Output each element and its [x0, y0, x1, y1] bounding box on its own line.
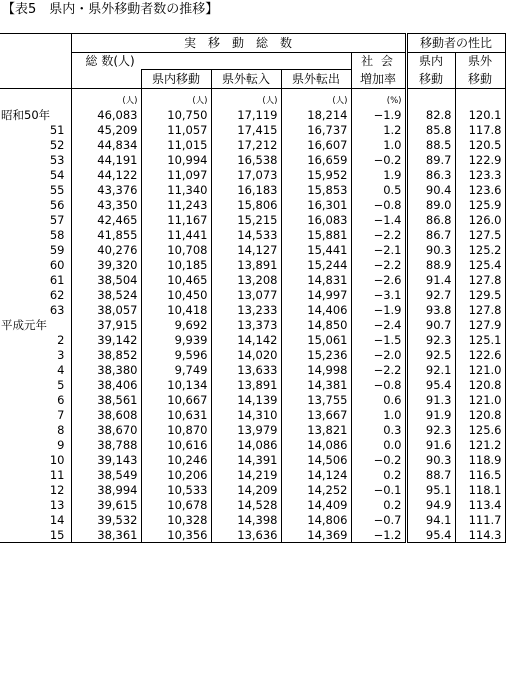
- cell-in-transfer: 14,219: [211, 467, 281, 482]
- cell-out-transfer: 15,236: [281, 347, 351, 362]
- cell-ratio-extra: 121.0: [455, 362, 505, 377]
- cell-ratio-extra: 120.1: [455, 107, 505, 122]
- table-row: [0, 257, 505, 272]
- cell-social-rate: 1.0: [351, 407, 406, 422]
- cell-social-rate: −2.1: [351, 242, 406, 257]
- cell-intra-move: 10,206: [141, 467, 211, 482]
- cell-intra-move: 11,097: [141, 167, 211, 182]
- cell-in-transfer: 13,633: [211, 362, 281, 377]
- row-label: 13: [0, 497, 71, 512]
- cell-out-transfer: 16,083: [281, 212, 351, 227]
- cell-total: 44,191: [71, 152, 141, 167]
- cell-ratio-intra: 90.4: [406, 182, 455, 197]
- cell-social-rate: −1.4: [351, 212, 406, 227]
- table-row: [0, 377, 505, 392]
- table-row: [0, 362, 505, 377]
- cell-total: 38,361: [71, 527, 141, 543]
- table-row: [0, 452, 505, 467]
- cell-ratio-extra: 125.1: [455, 332, 505, 347]
- table-title: 【表5 県内・県外移動者数の推移】: [2, 2, 219, 17]
- cell-out-transfer: 14,124: [281, 467, 351, 482]
- row-label: 60: [0, 257, 71, 272]
- row-label: 57: [0, 212, 71, 227]
- cell-out-transfer: 15,952: [281, 167, 351, 182]
- cell-ratio-extra: 121.2: [455, 437, 505, 452]
- cell-out-transfer: 14,998: [281, 362, 351, 377]
- table-row: [0, 182, 505, 197]
- cell-ratio-intra: 95.1: [406, 482, 455, 497]
- cell-ratio-intra: 82.8: [406, 107, 455, 122]
- cell-total: 43,350: [71, 197, 141, 212]
- cell-out-transfer: 14,409: [281, 497, 351, 512]
- cell-out-transfer: 15,881: [281, 227, 351, 242]
- cell-intra-move: 10,134: [141, 377, 211, 392]
- cell-ratio-extra: 122.9: [455, 152, 505, 167]
- table-row: [0, 392, 505, 407]
- row-label: 61: [0, 272, 71, 287]
- table-row: [0, 467, 505, 482]
- cell-ratio-intra: 92.5: [406, 347, 455, 362]
- cell-in-transfer: 17,212: [211, 137, 281, 152]
- table-row: [0, 212, 505, 227]
- table-row: [0, 197, 505, 212]
- cell-out-transfer: 18,214: [281, 107, 351, 122]
- cell-ratio-extra: 125.2: [455, 242, 505, 257]
- cell-ratio-intra: 91.3: [406, 392, 455, 407]
- row-label: 12: [0, 482, 71, 497]
- row-label: 10: [0, 452, 71, 467]
- cell-in-transfer: 13,891: [211, 377, 281, 392]
- row-label: 昭和50年: [0, 107, 71, 122]
- row-label: 62: [0, 287, 71, 302]
- cell-total: 44,834: [71, 137, 141, 152]
- cell-total: 39,143: [71, 452, 141, 467]
- cell-intra-move: 9,749: [141, 362, 211, 377]
- cell-ratio-extra: 113.4: [455, 497, 505, 512]
- cell-social-rate: −0.2: [351, 452, 406, 467]
- cell-social-rate: 1.2: [351, 122, 406, 137]
- cell-total: 44,122: [71, 167, 141, 182]
- cell-total: 38,057: [71, 302, 141, 317]
- row-label: 58: [0, 227, 71, 242]
- header-in-transfer: 県外転入: [211, 70, 281, 89]
- cell-total: 38,549: [71, 467, 141, 482]
- cell-total: 38,788: [71, 437, 141, 452]
- cell-ratio-intra: 91.9: [406, 407, 455, 422]
- cell-out-transfer: 16,659: [281, 152, 351, 167]
- cell-in-transfer: 14,391: [211, 452, 281, 467]
- table-body: [0, 107, 505, 543]
- cell-social-rate: −1.9: [351, 302, 406, 317]
- table-row: [0, 437, 505, 452]
- table-row: [0, 332, 505, 347]
- table-row: [0, 302, 505, 317]
- table-row: [0, 347, 505, 362]
- header-out-transfer: 県外転出: [281, 70, 351, 89]
- cell-ratio-intra: 95.4: [406, 527, 455, 543]
- cell-in-transfer: 14,533: [211, 227, 281, 242]
- cell-in-transfer: 13,077: [211, 287, 281, 302]
- cell-out-transfer: 15,244: [281, 257, 351, 272]
- cell-out-transfer: 14,252: [281, 482, 351, 497]
- table-row: [0, 272, 505, 287]
- cell-social-rate: −0.8: [351, 377, 406, 392]
- row-label: 平成元年: [0, 317, 71, 332]
- table-row: [0, 482, 505, 497]
- cell-ratio-extra: 111.7: [455, 512, 505, 527]
- cell-social-rate: −2.2: [351, 257, 406, 272]
- cell-total: 40,276: [71, 242, 141, 257]
- cell-total: 38,380: [71, 362, 141, 377]
- cell-total: 39,615: [71, 497, 141, 512]
- table-row: [0, 317, 505, 332]
- cell-ratio-extra: 122.6: [455, 347, 505, 362]
- cell-in-transfer: 14,086: [211, 437, 281, 452]
- cell-social-rate: −2.0: [351, 347, 406, 362]
- row-label: 9: [0, 437, 71, 452]
- cell-in-transfer: 14,398: [211, 512, 281, 527]
- cell-intra-move: 11,340: [141, 182, 211, 197]
- cell-in-transfer: 14,209: [211, 482, 281, 497]
- row-label: 15: [0, 527, 71, 543]
- cell-intra-move: 11,057: [141, 122, 211, 137]
- table-row: [0, 497, 505, 512]
- cell-in-transfer: 14,127: [211, 242, 281, 257]
- cell-social-rate: −0.1: [351, 482, 406, 497]
- cell-out-transfer: 14,369: [281, 527, 351, 543]
- cell-intra-move: 10,750: [141, 107, 211, 122]
- cell-social-rate: 0.3: [351, 422, 406, 437]
- cell-in-transfer: 17,415: [211, 122, 281, 137]
- table-row: [0, 227, 505, 242]
- cell-in-transfer: 13,636: [211, 527, 281, 543]
- cell-total: 43,376: [71, 182, 141, 197]
- cell-ratio-extra: 121.0: [455, 392, 505, 407]
- table-row: [0, 152, 505, 167]
- cell-ratio-intra: 86.8: [406, 212, 455, 227]
- cell-intra-move: 10,678: [141, 497, 211, 512]
- cell-ratio-intra: 91.6: [406, 437, 455, 452]
- cell-total: 41,855: [71, 227, 141, 242]
- table-row: [0, 242, 505, 257]
- cell-intra-move: 10,994: [141, 152, 211, 167]
- cell-ratio-intra: 92.1: [406, 362, 455, 377]
- row-label: 59: [0, 242, 71, 257]
- table-row: [0, 137, 505, 152]
- cell-ratio-extra: 127.8: [455, 272, 505, 287]
- row-label: 56: [0, 197, 71, 212]
- cell-ratio-extra: 114.3: [455, 527, 505, 543]
- row-label: 63: [0, 302, 71, 317]
- cell-total: 38,994: [71, 482, 141, 497]
- cell-in-transfer: 13,373: [211, 317, 281, 332]
- cell-total: 37,915: [71, 317, 141, 332]
- cell-in-transfer: 14,528: [211, 497, 281, 512]
- cell-in-transfer: 13,233: [211, 302, 281, 317]
- header-total: 総 数(人): [71, 53, 351, 70]
- cell-ratio-intra: 88.9: [406, 257, 455, 272]
- cell-intra-move: 10,533: [141, 482, 211, 497]
- unit-label: (人): [211, 89, 281, 108]
- cell-social-rate: 0.2: [351, 497, 406, 512]
- cell-ratio-intra: 91.4: [406, 272, 455, 287]
- cell-in-transfer: 13,208: [211, 272, 281, 287]
- cell-total: 46,083: [71, 107, 141, 122]
- table-header: [0, 34, 505, 108]
- cell-ratio-extra: 120.8: [455, 407, 505, 422]
- cell-in-transfer: 13,979: [211, 422, 281, 437]
- cell-social-rate: 1.9: [351, 167, 406, 182]
- cell-total: 38,852: [71, 347, 141, 362]
- table-row: [0, 527, 505, 543]
- cell-intra-move: 10,450: [141, 287, 211, 302]
- header-sex-ratio: 移動者の性比: [406, 34, 505, 53]
- header-ratio-extra-line1: 県外: [455, 53, 505, 70]
- cell-total: 39,142: [71, 332, 141, 347]
- header-ratio-intra-line1: 県内: [406, 53, 455, 70]
- cell-ratio-intra: 94.1: [406, 512, 455, 527]
- table-row: [0, 122, 505, 137]
- cell-in-transfer: 15,215: [211, 212, 281, 227]
- cell-out-transfer: 13,755: [281, 392, 351, 407]
- row-label: 11: [0, 467, 71, 482]
- cell-in-transfer: 14,142: [211, 332, 281, 347]
- cell-ratio-extra: 116.5: [455, 467, 505, 482]
- cell-out-transfer: 14,850: [281, 317, 351, 332]
- cell-in-transfer: 16,538: [211, 152, 281, 167]
- cell-ratio-intra: 92.3: [406, 332, 455, 347]
- cell-ratio-extra: 127.9: [455, 317, 505, 332]
- cell-total: 38,608: [71, 407, 141, 422]
- cell-ratio-intra: 92.7: [406, 287, 455, 302]
- cell-ratio-extra: 118.1: [455, 482, 505, 497]
- cell-social-rate: −0.8: [351, 197, 406, 212]
- row-label: 54: [0, 167, 71, 182]
- cell-total: 39,320: [71, 257, 141, 272]
- cell-in-transfer: 13,891: [211, 257, 281, 272]
- cell-social-rate: −3.1: [351, 287, 406, 302]
- header-ratio-extra-line2: 移動: [455, 70, 505, 89]
- cell-ratio-extra: 125.4: [455, 257, 505, 272]
- cell-ratio-intra: 86.7: [406, 227, 455, 242]
- cell-total: 45,209: [71, 122, 141, 137]
- cell-out-transfer: 14,381: [281, 377, 351, 392]
- cell-intra-move: 9,692: [141, 317, 211, 332]
- cell-out-transfer: 13,667: [281, 407, 351, 422]
- row-label: 8: [0, 422, 71, 437]
- cell-out-transfer: 15,853: [281, 182, 351, 197]
- cell-out-transfer: 14,406: [281, 302, 351, 317]
- row-label: 4: [0, 362, 71, 377]
- cell-social-rate: −0.7: [351, 512, 406, 527]
- unit-label: (人): [141, 89, 211, 108]
- cell-ratio-extra: 117.8: [455, 122, 505, 137]
- cell-intra-move: 11,167: [141, 212, 211, 227]
- cell-ratio-intra: 95.4: [406, 377, 455, 392]
- unit-label: (%): [351, 89, 406, 108]
- cell-in-transfer: 14,139: [211, 392, 281, 407]
- cell-intra-move: 11,243: [141, 197, 211, 212]
- table-row: [0, 107, 505, 122]
- row-label: 5: [0, 377, 71, 392]
- cell-social-rate: −1.2: [351, 527, 406, 543]
- cell-out-transfer: 16,607: [281, 137, 351, 152]
- cell-in-transfer: 17,073: [211, 167, 281, 182]
- unit-label: (人): [71, 89, 141, 108]
- cell-out-transfer: 13,821: [281, 422, 351, 437]
- cell-ratio-intra: 86.3: [406, 167, 455, 182]
- cell-out-transfer: 16,301: [281, 197, 351, 212]
- cell-out-transfer: 14,997: [281, 287, 351, 302]
- cell-in-transfer: 14,020: [211, 347, 281, 362]
- cell-ratio-extra: 120.5: [455, 137, 505, 152]
- cell-intra-move: 10,616: [141, 437, 211, 452]
- cell-ratio-extra: 127.5: [455, 227, 505, 242]
- row-label: 2: [0, 332, 71, 347]
- cell-total: 38,670: [71, 422, 141, 437]
- cell-social-rate: 1.0: [351, 137, 406, 152]
- cell-ratio-extra: 118.9: [455, 452, 505, 467]
- cell-total: 38,504: [71, 272, 141, 287]
- cell-intra-move: 9,596: [141, 347, 211, 362]
- cell-intra-move: 11,441: [141, 227, 211, 242]
- cell-social-rate: −1.5: [351, 332, 406, 347]
- cell-ratio-extra: 123.6: [455, 182, 505, 197]
- cell-ratio-extra: 126.0: [455, 212, 505, 227]
- cell-ratio-intra: 88.5: [406, 137, 455, 152]
- cell-social-rate: −1.9: [351, 107, 406, 122]
- header-social-line2: 増加率: [351, 70, 406, 89]
- cell-intra-move: 10,418: [141, 302, 211, 317]
- row-label: 55: [0, 182, 71, 197]
- cell-intra-move: 9,939: [141, 332, 211, 347]
- cell-ratio-intra: 85.8: [406, 122, 455, 137]
- cell-ratio-extra: 125.9: [455, 197, 505, 212]
- cell-in-transfer: 16,183: [211, 182, 281, 197]
- row-label: 6: [0, 392, 71, 407]
- cell-ratio-extra: 120.8: [455, 377, 505, 392]
- cell-intra-move: 10,328: [141, 512, 211, 527]
- cell-ratio-intra: 90.3: [406, 242, 455, 257]
- header-social-line1: 社 会: [351, 53, 406, 70]
- cell-ratio-intra: 94.9: [406, 497, 455, 512]
- cell-out-transfer: 14,506: [281, 452, 351, 467]
- cell-out-transfer: 16,737: [281, 122, 351, 137]
- cell-social-rate: −2.4: [351, 317, 406, 332]
- cell-ratio-intra: 92.3: [406, 422, 455, 437]
- cell-intra-move: 10,870: [141, 422, 211, 437]
- cell-ratio-intra: 90.3: [406, 452, 455, 467]
- row-label: 14: [0, 512, 71, 527]
- cell-social-rate: −0.2: [351, 152, 406, 167]
- cell-out-transfer: 15,441: [281, 242, 351, 257]
- cell-intra-move: 11,015: [141, 137, 211, 152]
- row-label: 53: [0, 152, 71, 167]
- header-intra-move: 県内移動: [141, 70, 211, 89]
- cell-in-transfer: 14,310: [211, 407, 281, 422]
- cell-total: 42,465: [71, 212, 141, 227]
- cell-social-rate: 0.0: [351, 437, 406, 452]
- corner-cell: [0, 34, 71, 53]
- cell-ratio-intra: 90.7: [406, 317, 455, 332]
- migration-table: [0, 33, 506, 543]
- cell-intra-move: 10,708: [141, 242, 211, 257]
- cell-out-transfer: 14,806: [281, 512, 351, 527]
- table-row: [0, 167, 505, 182]
- cell-social-rate: 0.6: [351, 392, 406, 407]
- cell-intra-move: 10,246: [141, 452, 211, 467]
- cell-intra-move: 10,667: [141, 392, 211, 407]
- header-actual-movers: 実 移 動 総 数: [71, 34, 406, 53]
- cell-intra-move: 10,631: [141, 407, 211, 422]
- cell-intra-move: 10,185: [141, 257, 211, 272]
- row-label: 3: [0, 347, 71, 362]
- cell-ratio-intra: 88.7: [406, 467, 455, 482]
- cell-social-rate: 0.2: [351, 467, 406, 482]
- cell-ratio-extra: 129.5: [455, 287, 505, 302]
- cell-ratio-intra: 89.7: [406, 152, 455, 167]
- table-row: [0, 512, 505, 527]
- cell-social-rate: −2.2: [351, 227, 406, 242]
- table-row: [0, 407, 505, 422]
- cell-ratio-intra: 93.8: [406, 302, 455, 317]
- table-row: [0, 422, 505, 437]
- row-label: 52: [0, 137, 71, 152]
- cell-out-transfer: 14,831: [281, 272, 351, 287]
- cell-social-rate: −2.6: [351, 272, 406, 287]
- row-label: 51: [0, 122, 71, 137]
- cell-out-transfer: 15,061: [281, 332, 351, 347]
- row-label: 7: [0, 407, 71, 422]
- table-row: [0, 287, 505, 302]
- cell-total: 38,406: [71, 377, 141, 392]
- cell-ratio-extra: 125.6: [455, 422, 505, 437]
- cell-ratio-extra: 127.8: [455, 302, 505, 317]
- cell-total: 38,524: [71, 287, 141, 302]
- cell-intra-move: 10,356: [141, 527, 211, 543]
- cell-total: 38,561: [71, 392, 141, 407]
- cell-ratio-intra: 89.0: [406, 197, 455, 212]
- cell-total: 39,532: [71, 512, 141, 527]
- cell-ratio-extra: 123.3: [455, 167, 505, 182]
- cell-social-rate: −2.2: [351, 362, 406, 377]
- cell-social-rate: 0.5: [351, 182, 406, 197]
- cell-in-transfer: 17,119: [211, 107, 281, 122]
- unit-label: (人): [281, 89, 351, 108]
- cell-intra-move: 10,465: [141, 272, 211, 287]
- cell-in-transfer: 15,806: [211, 197, 281, 212]
- cell-out-transfer: 14,086: [281, 437, 351, 452]
- header-ratio-intra-line2: 移動: [406, 70, 455, 89]
